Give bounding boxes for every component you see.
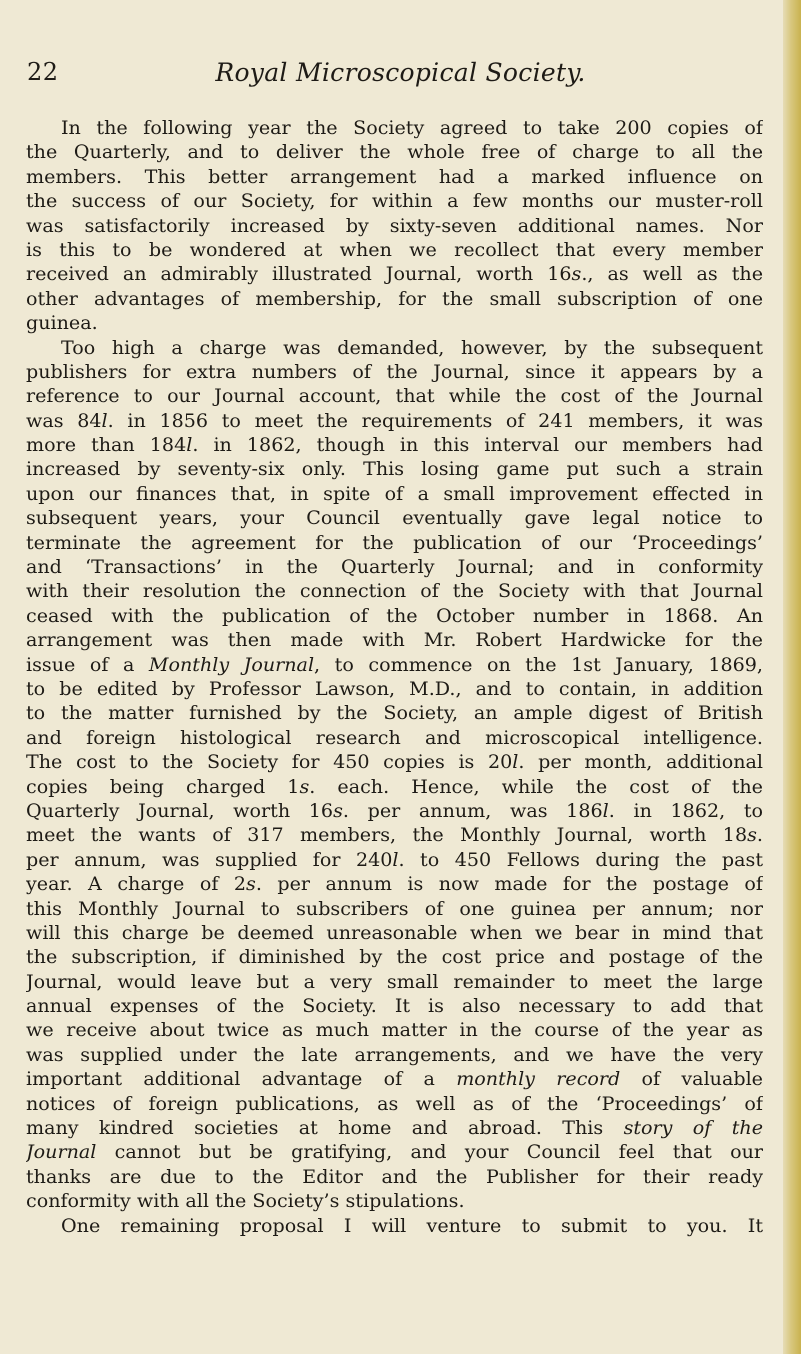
text-line xyxy=(26,970,763,994)
text-segment: year. A charge of 2 xyxy=(26,872,247,896)
text-line xyxy=(26,360,763,384)
text-segment: members. This better arrangement had a marked influence on xyxy=(26,164,763,188)
text-segment: In the following year the Society agreed to take 200 copies of xyxy=(61,116,763,139)
text-line xyxy=(26,555,763,579)
text-line xyxy=(26,165,763,189)
text-line xyxy=(26,1092,763,1116)
text-segment: and ‘Transactions’ in the Quarterly Journal; and in conformity xyxy=(26,555,763,579)
text-segment: per annum, was supplied for 240 xyxy=(26,847,393,871)
text-segment: guinea. xyxy=(26,311,98,335)
text-line xyxy=(26,1043,763,1067)
text-segment: Quarterly Journal, worth 16 xyxy=(26,798,334,822)
text-segment: subsequent years, your Council eventually gave legal notice to xyxy=(26,506,763,530)
italic-text: l xyxy=(101,408,108,432)
text-segment: Too high a charge was demanded, however, by the subsequent xyxy=(61,335,763,359)
text-segment: and foreign histological research and microscopical intelligence. xyxy=(26,725,763,749)
text-line xyxy=(26,238,763,262)
text-line xyxy=(26,433,763,457)
text-segment: . to 450 Fellows during the past xyxy=(398,847,763,871)
text-line xyxy=(26,287,763,311)
text-segment: was satisfactorily increased by sixty-seven additional names. Nor xyxy=(26,213,763,237)
text-line xyxy=(26,726,763,750)
text-segment: . in 1862, though in this interval our members had xyxy=(192,433,763,457)
text-segment: . xyxy=(756,823,763,847)
text-line xyxy=(26,994,763,1018)
text-segment: to the matter furnished by the Society, an ample digest of British xyxy=(26,701,763,725)
text-line xyxy=(26,604,763,628)
italic-text: l xyxy=(392,847,399,871)
text-segment: ., as well as the xyxy=(581,262,763,286)
text-line xyxy=(26,1165,763,1189)
text-line xyxy=(26,506,763,530)
text-segment: other advantages of membership, for the small subscription of one xyxy=(26,286,763,310)
text-line xyxy=(26,116,763,140)
text-segment: more than 184 xyxy=(26,433,187,457)
text-segment: publishers for extra numbers of the Journal, since it appears by a xyxy=(26,359,763,383)
italic-text: s xyxy=(299,774,310,798)
text-segment: ceased with the publication of the October number in 1868. An xyxy=(26,603,763,627)
text-segment: is this to be wondered at when we recollect that every member xyxy=(26,237,763,261)
text-line xyxy=(26,384,763,408)
text-line xyxy=(26,872,763,896)
italic-text: l xyxy=(186,433,193,457)
italic-text: monthly record xyxy=(456,1067,621,1091)
text-line xyxy=(26,628,763,652)
text-line xyxy=(26,945,763,969)
text-segment: to be edited by Professor Lawson, M.D., and to contain, in addition xyxy=(26,676,763,700)
text-line xyxy=(26,457,763,481)
text-line xyxy=(26,262,763,286)
text-line xyxy=(26,1214,763,1238)
text-line xyxy=(26,189,763,213)
body-text xyxy=(26,116,763,1238)
text-segment: important additional advantage of a xyxy=(26,1067,457,1091)
text-segment: . per annum is now made for the postage of xyxy=(255,872,763,896)
text-line xyxy=(26,1116,763,1140)
italic-text: l xyxy=(602,798,609,822)
italic-text: Journal xyxy=(26,1140,97,1164)
text-segment: The cost to the Society for 450 copies is 20 xyxy=(26,750,513,774)
text-segment: , to commence on the 1st January, 1869, xyxy=(314,652,763,676)
text-segment: annual expenses of the Society. It is also necessary to add that xyxy=(26,994,763,1018)
text-line xyxy=(26,311,763,335)
text-segment: terminate the agreement for the publication of our ‘Proceedings’ xyxy=(26,530,763,554)
text-segment: . in 1856 to meet the requirements of 241 members, it was xyxy=(107,408,763,432)
text-segment: reference to our Journal account, that while the cost of the Journal xyxy=(26,384,763,408)
text-line xyxy=(26,1189,763,1213)
italic-text: s xyxy=(747,823,757,847)
text-segment: . in 1862, to xyxy=(608,798,763,822)
text-line xyxy=(26,775,763,799)
text-segment: meet the wants of 317 members, the Monthly Journal, worth 18 xyxy=(26,823,748,847)
text-line xyxy=(26,653,763,677)
text-line xyxy=(26,336,763,360)
text-segment: will this charge be deemed unreasonable when we bear in mind that xyxy=(26,920,763,944)
text-segment: Journal, would leave but a very small remainder to meet the large xyxy=(26,969,763,993)
text-segment: arrangement was then made with Mr. Robert Hardwicke for the xyxy=(26,628,763,652)
page-header xyxy=(0,58,801,98)
text-segment: was supplied under the late arrangements, and we have the very xyxy=(26,1042,763,1066)
text-line xyxy=(26,799,763,823)
text-segment: this Monthly Journal to subscribers of one guinea per annum; nor xyxy=(26,896,763,920)
text-segment: copies being charged 1 xyxy=(26,774,300,798)
text-segment: . per month, additional xyxy=(518,750,763,774)
page-number: 22 xyxy=(27,58,59,86)
text-segment: conformity with all the Society’s stipulations. xyxy=(26,1189,465,1213)
text-line xyxy=(26,579,763,603)
running-title: Royal Microscopical Society. xyxy=(215,58,586,87)
text-segment: One remaining proposal I will venture to submit to you. It xyxy=(61,1213,763,1237)
text-segment: received an admirably illustrated Journal, worth 16 xyxy=(26,262,572,286)
text-line xyxy=(26,750,763,774)
text-segment: of valuable xyxy=(620,1067,763,1091)
text-segment: cannot but be gratifying, and your Council feel that our xyxy=(96,1140,763,1164)
text-line xyxy=(26,140,763,164)
text-line xyxy=(26,897,763,921)
text-line xyxy=(26,677,763,701)
text-segment: many kindred societies at home and abroad. This xyxy=(26,1116,624,1140)
italic-text: s xyxy=(571,262,582,286)
text-line xyxy=(26,1140,763,1164)
text-segment: the Quarterly, and to deliver the whole free of charge to all the xyxy=(26,140,763,164)
italic-text: l xyxy=(512,750,519,774)
text-segment: was 84 xyxy=(26,408,102,432)
text-line xyxy=(26,1067,763,1091)
text-segment: we receive about twice as much matter in the course of the year as xyxy=(26,1018,763,1042)
text-line xyxy=(26,701,763,725)
text-segment: increased by seventy-six only. This losing game put such a strain xyxy=(26,457,763,481)
text-segment: issue of a xyxy=(26,652,149,676)
italic-text: story of the xyxy=(623,1116,763,1140)
text-line xyxy=(26,409,763,433)
text-line xyxy=(26,848,763,872)
text-line xyxy=(26,214,763,238)
text-line xyxy=(26,921,763,945)
text-line xyxy=(26,531,763,555)
text-segment: the subscription, if diminished by the cost price and postage of the xyxy=(26,945,763,969)
text-segment: . per annum, was 186 xyxy=(342,798,603,822)
text-segment: upon our finances that, in spite of a small improvement effected in xyxy=(26,481,763,505)
italic-text: Monthly Journal xyxy=(148,652,315,676)
text-segment: with their resolution the connection of the Society with that Journal xyxy=(26,579,763,603)
page-edge xyxy=(783,0,801,1354)
text-line xyxy=(26,482,763,506)
text-segment: thanks are due to the Editor and the Publisher for their ready xyxy=(26,1164,763,1188)
text-line xyxy=(26,823,763,847)
text-segment: . each. Hence, while the cost of the xyxy=(309,774,763,798)
text-segment: the success of our Society, for within a few months our muster-roll xyxy=(26,189,763,213)
italic-text: s xyxy=(333,798,343,822)
text-segment: notices of foreign publications, as well as of the ‘Proceedings’ of xyxy=(26,1091,763,1115)
text-line xyxy=(26,1018,763,1042)
italic-text: s xyxy=(246,872,256,896)
